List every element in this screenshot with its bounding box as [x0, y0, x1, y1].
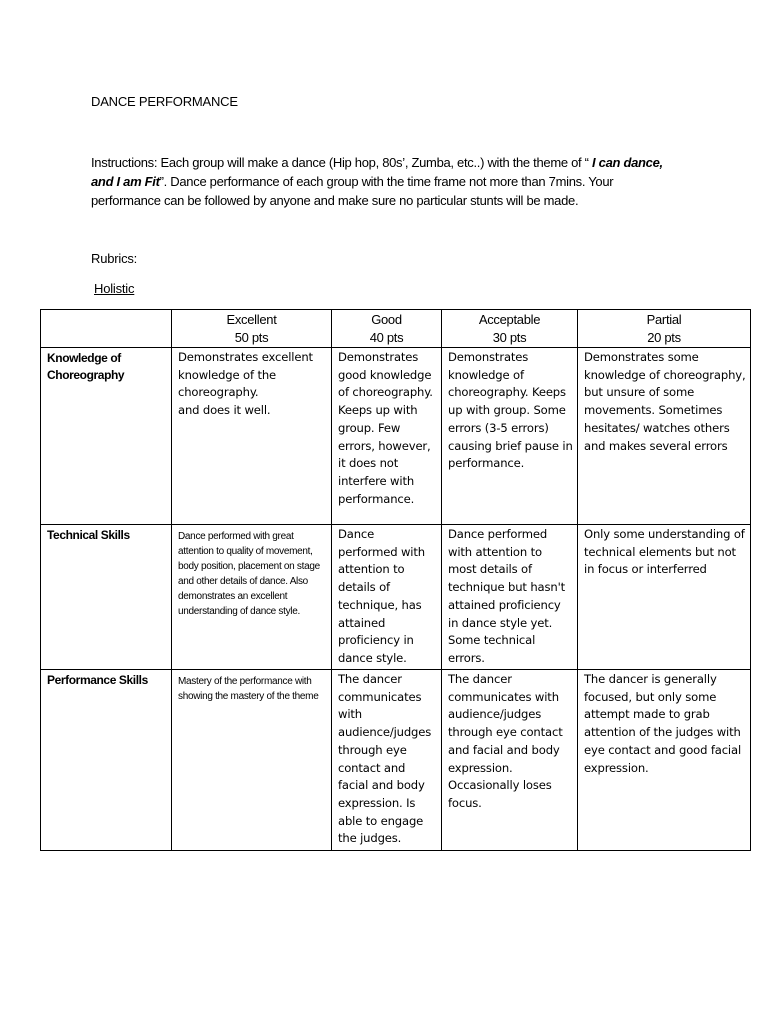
table-row	[41, 348, 751, 525]
rubric-table	[40, 309, 751, 851]
table-row	[41, 525, 751, 670]
table-header-row	[41, 310, 751, 348]
rubric-cell: Only some understanding of technical elements but not in focus or interferred	[578, 525, 751, 670]
column-label: Excellent	[226, 312, 277, 327]
rubric-cell: The dancer is generally focused, but only some attempt made to grab attention of the judges with eye contact and good facial expression.	[578, 670, 751, 851]
rubric-cell: Demonstrates some knowledge of choreography, but unsure of some movements. Sometimes hesitates/ watches others and makes several errors	[578, 348, 751, 525]
criterion-cell: Performance Skills	[41, 670, 172, 851]
rubric-cell: Demonstrates knowledge of choreography. Keeps up with group. Some errors (3-5 errors) causing brief pause in performance.	[442, 348, 578, 525]
instructions-tail: ”. Dance performance of each group with the time frame not more than 7mins. Your performance can be followed by anyone and make sure no particular stunts will be made.	[91, 174, 614, 208]
rubric-cell: Mastery of the performance with showing the mastery of the theme	[172, 670, 332, 851]
rubric-cell: Dance performed with attention to most details of technique but hasn't attained proficiency in dance style yet. Some technical errors.	[442, 525, 578, 670]
instructions-lead: Instructions: Each group will make a dance (Hip hop, 80s’, Zumba, etc..) with the theme of “	[91, 155, 589, 170]
rubric-cell: The dancer communicates with audience/judges through eye contact and facial and body expression. Occasionally loses focus.	[442, 670, 578, 851]
rubric-cell: Demonstrates good knowledge of choreography. Keeps up with group. Few errors, however, it does not interfere with performance.	[332, 348, 442, 525]
column-points: 20 pts	[647, 330, 681, 345]
rubric-cell: The dancer communicates with audience/judges through eye contact and facial and body expression. Is able to engage the judges.	[332, 670, 442, 851]
holistic-label: Holistic	[94, 281, 135, 296]
column-points: 30 pts	[492, 330, 527, 345]
column-points: 40 pts	[369, 330, 404, 345]
criterion-cell: Knowledge of Choreography	[41, 348, 172, 525]
rubric-cell: Dance performed with attention to details of technique, has attained proficiency in dance style.	[332, 525, 442, 670]
criterion-cell: Technical Skills	[41, 525, 172, 670]
column-label: Acceptable	[478, 312, 541, 327]
header-partial	[578, 310, 751, 348]
rubrics-label: Rubrics:	[91, 251, 138, 266]
instructions-paragraph	[91, 153, 681, 210]
header-good	[332, 310, 442, 348]
instructions-theme: I can dance, and I am Fit	[91, 155, 663, 189]
header-criterion-cell	[41, 310, 172, 348]
rubric-cell: Dance performed with great attention to quality of movement, body position, placement on stage and other details of dance. Also demonstrates an excellent understanding of dance style.	[172, 525, 332, 670]
column-points: 50 pts	[234, 330, 269, 345]
header-acceptable	[442, 310, 578, 348]
table-row	[41, 670, 751, 851]
rubric-cell: Demonstrates excellent knowledge of the choreography. and does it well.	[172, 348, 332, 525]
column-label: Good	[371, 312, 402, 327]
document-title: DANCE PERFORMANCE	[91, 94, 238, 109]
column-label: Partial	[646, 312, 682, 327]
header-excellent	[172, 310, 332, 348]
